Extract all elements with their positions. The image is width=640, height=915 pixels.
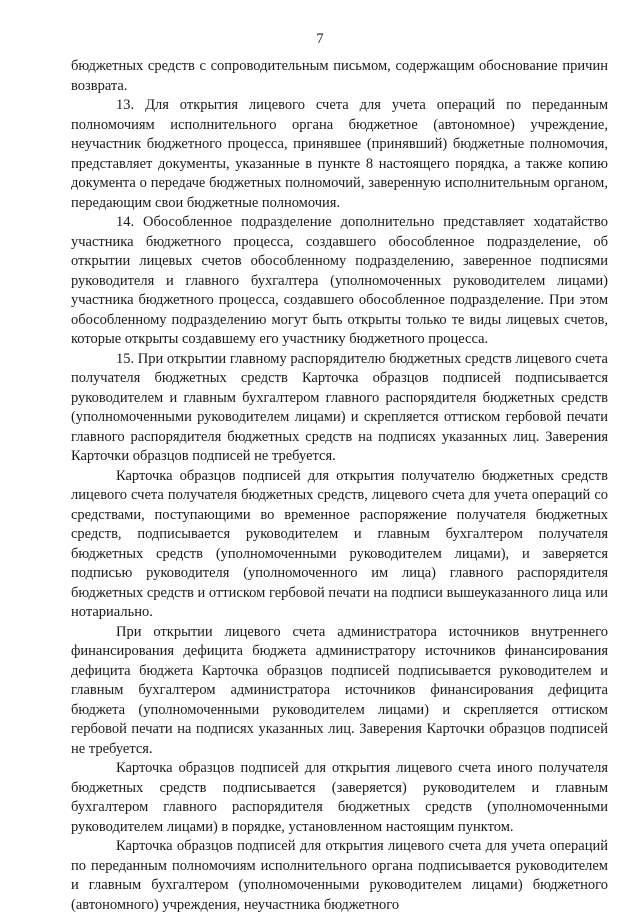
- page-number: 7: [316, 31, 324, 47]
- paragraph-delegated-powers-card: Карточка образцов подписей для открытия лицевого счета для учета операций по переданным полномочиям исполнительного органа подписывается руководителем и главным бухгалтером (уполномоченными руководителем лицами) бюджетного (автономного) учреждения, неучастника бюджетного: [71, 838, 608, 913]
- paragraph-continuation: бюджетных средств с сопроводительным письмом, содержащим обоснование причин возврата.: [71, 58, 608, 94]
- paragraph-recipient-card: Карточка образцов подписей для открытия получателю бюджетных средств лицевого счета получателя бюджетных средств, лицевого счета для учета операций со средствами, поступающими во временное распоряжение получателя бюджетных средств, подписывается руководителем и главным бухгалтером получателя бюджетных средств (уполномоченными руководителем лицами), и заверяется подписью руководителя (уполномоченного им лица) главного распорядителя бюджетных средств и оттиском гербовой печати на подписи вышеуказанного лица или нотариально.: [71, 467, 608, 620]
- paragraph-item-15: 15. При открытии главному распорядителю бюджетных средств лицевого счета получателя бюджетных средств Карточка образцов подписей подписывается руководителем и главным бухгалтером главного распорядителя бюджетных средств (уполномоченными руководителем лицами) и скрепляется оттиском гербовой печати главного распорядителя бюджетных средств на подписях указанных лиц. Заверения Карточки образцов подписей не требуется.: [71, 350, 608, 464]
- document-body: [71, 57, 608, 915]
- paragraph-other-recipient-card: Карточка образцов подписей для открытия лицевого счета иного получателя бюджетных средств подписывается (заверяется) руководителем и главным бухгалтером главного распорядителя бюджетных средств (уполномоченными руководителем лицами) в порядке, установленном настоящим пунктом.: [71, 760, 608, 835]
- paragraph-administrator-card: При открытии лицевого счета администратора источников внутреннего финансирования дефицита бюджета администратору источников финансирования дефицита бюджета Карточка образцов подписей подписывается руководителем и главным бухгалтером администратора источников финансирования дефицита бюджета (уполномоченными руководителем лицами) и скрепляется оттиском гербовой печати на подписях указанных лиц. Заверения Карточки образцов подписей не требуется.: [71, 623, 608, 757]
- paragraph-item-13: 13. Для открытия лицевого счета для учета операций по переданным полномочиям исполнительного органа бюджетное (автономное) учреждение, неучастник бюджетного процесса, принявшее (принявший) бюджетные полномочия, представляет документы, указанные в пункте 8 настоящего порядка, а также копию документа о передаче бюджетных полномочий, заверенную исполнительным органом, передающим свои бюджетные полномочия.: [71, 97, 608, 211]
- paragraph-item-14: 14. Обособленное подразделение дополнительно представляет ходатайство участника бюджетного процесса, создавшего обособленное подразделение, об открытии лицевых счетов обособленному подразделению, заверенное подписями руководителя и главного бухгалтера (уполномоченных руководителем лицами) участника бюджетного процесса, создавшего обособленное подразделение. При этом обособленному подразделению могут быть открыты только те виды лицевых счетов, которые открыты создавшему его участнику бюджетного процесса.: [71, 214, 608, 347]
